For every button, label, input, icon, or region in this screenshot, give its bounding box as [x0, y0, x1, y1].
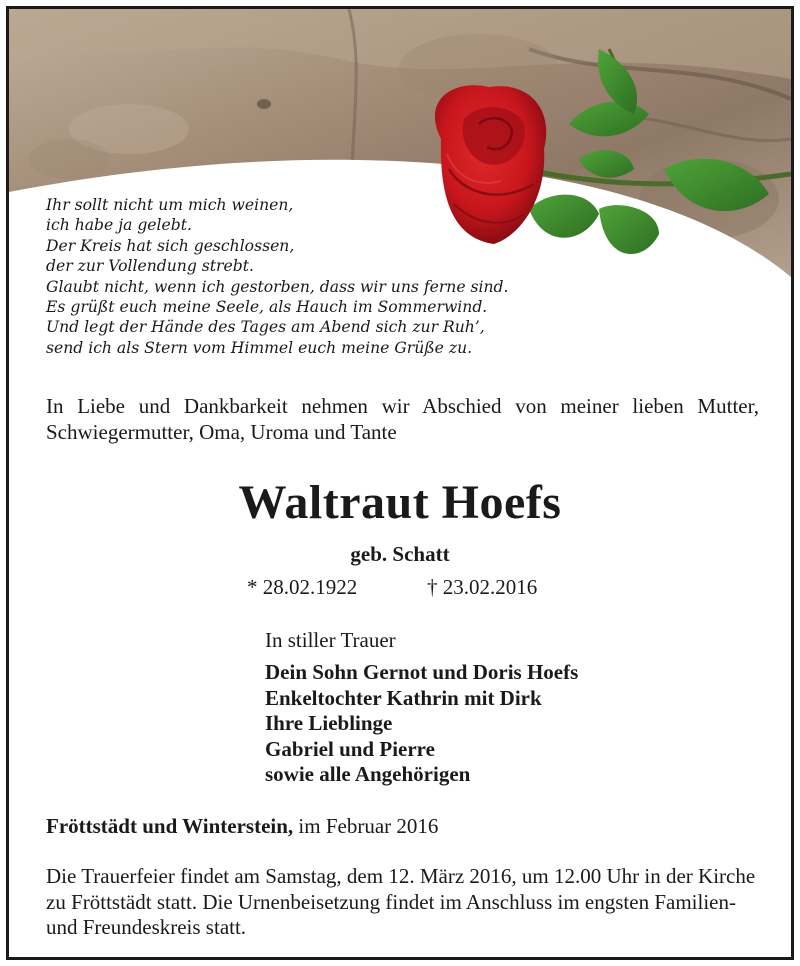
deceased-name: Waltraut Hoefs: [238, 476, 562, 529]
mourner-entry: Enkeltochter Kathrin mit Dirk: [265, 685, 542, 710]
memorial-verse: [46, 195, 509, 358]
intro-text: In Liebe und Dankbarkeit nehmen wir Abschied von meiner lieben Mutter, Schwiegermutter, Oma, Uroma und Tante: [46, 394, 759, 444]
verse-line: Und legt der Hände des Tages am Abend sich zur Ruh’,: [46, 318, 485, 337]
birth-date: * 28.02.1922: [247, 575, 358, 599]
date-text: im Februar 2016: [293, 814, 439, 838]
mourner-entry: Dein Sohn Gernot und Doris Hoefs: [265, 660, 579, 684]
mourning-intro: In stiller Trauer: [265, 628, 396, 652]
funeral-info: Die Trauerfeier findet am Samstag, dem 12. März 2016, um 12.00 Uhr in der Kirche zu Fröttstädt statt. Die Urnenbeisetzung findet im Anschluss im engsten Familien- und Freundeskreis statt.: [46, 864, 756, 939]
verse-line: der zur Vollendung strebt.: [46, 257, 254, 276]
mourner-entry: Gabriel und Pierre: [265, 736, 435, 761]
verse-line: Es grüßt euch meine Seele, als Hauch im Sommerwind.: [46, 298, 488, 317]
mourners-list: [265, 660, 578, 788]
verse-line: Der Kreis hat sich geschlossen,: [46, 236, 295, 255]
verse-line: ich habe ja gelebt.: [46, 216, 192, 235]
mourner-entry: Ihre Lieblinge: [265, 711, 393, 735]
maiden-name: geb. Schatt: [350, 542, 450, 566]
verse-line: send ich als Stern vom Himmel euch meine Grüße zu.: [46, 338, 473, 357]
verse-line: Ihr sollt nicht um mich weinen,: [46, 196, 294, 214]
verse-line: Glaubt nicht, wenn ich gestorben, dass wir uns ferne sind.: [46, 277, 509, 296]
mourner-entry: sowie alle Angehörigen: [265, 762, 471, 786]
obituary-frame: [6, 6, 794, 960]
death-date: † 23.02.2016: [427, 575, 538, 599]
place-date-line: [46, 813, 438, 839]
place-name: Fröttstädt und Winterstein,: [46, 814, 294, 838]
